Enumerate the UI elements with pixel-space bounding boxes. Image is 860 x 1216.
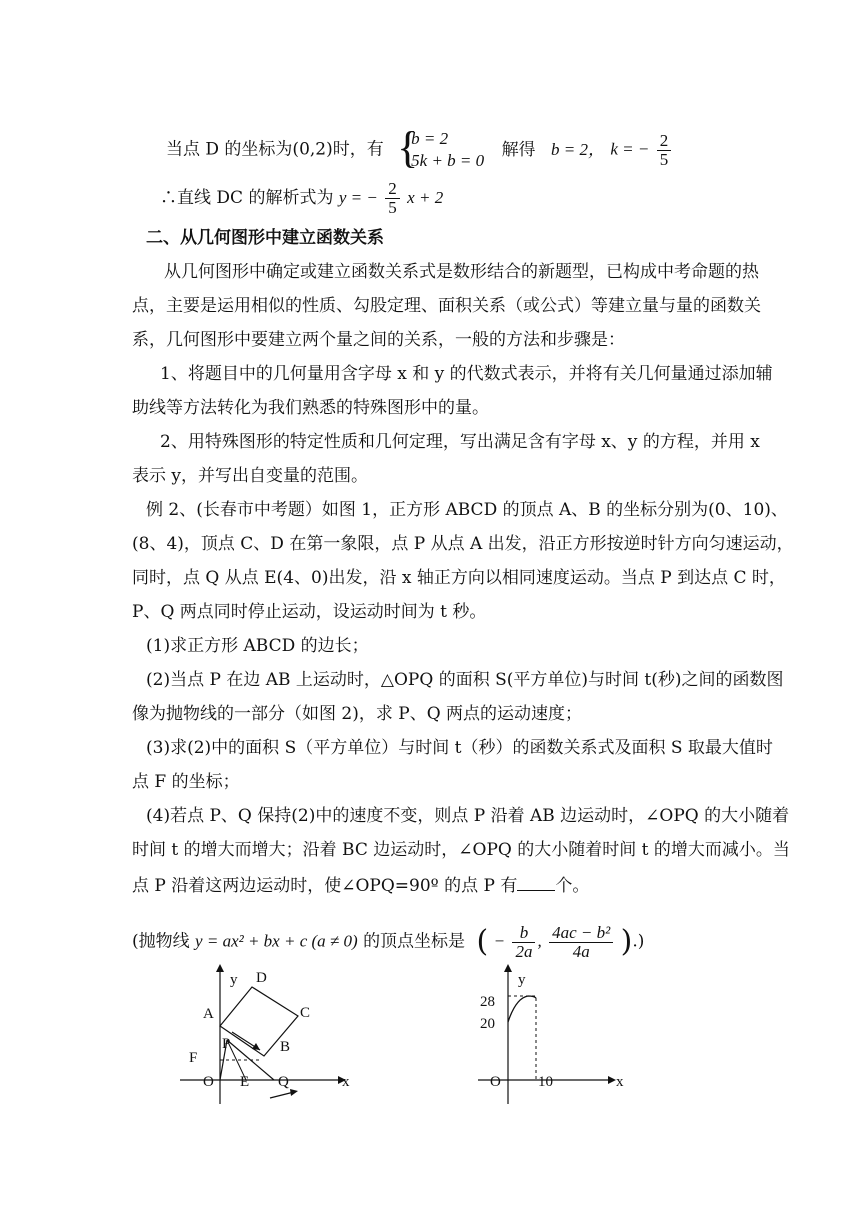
question-2-line-1: (2)当点 P 在边 AB 上运动时，△OPQ 的面积 S(平方单位)与时间 t(秒)之间的函数图 <box>146 670 784 690</box>
fig1-label-a: A <box>203 1006 214 1022</box>
question-4-line-3 <box>132 874 589 896</box>
fig1-label-e: E <box>240 1074 250 1090</box>
question-4-line-3-tail: 个。 <box>555 876 590 896</box>
answer-blank <box>517 874 555 891</box>
vertex-note <box>132 922 644 962</box>
vertex-x-fraction <box>512 924 535 961</box>
b-result: b = 2， <box>550 139 605 159</box>
question-4-line-2: 时间 t 的增大而增大；沿着 BC 边运动时，∠OPQ 的大小随着时间 t 的增大而减小。当 <box>132 840 790 860</box>
fig2-label-o: O <box>490 1074 501 1090</box>
motion-arrow-q <box>270 1092 294 1098</box>
fig1-label-q: Q <box>278 1074 289 1090</box>
fig1-label-c: C <box>300 1005 311 1021</box>
figure-1-diagram <box>170 962 370 1112</box>
k-numerator: 2 <box>657 132 672 151</box>
example-line-3: 同时，点 Q 从点 E(4、0)出发，沿 x 轴正方向以相同速度运动。当点 P 到达点 C 时， <box>132 568 786 588</box>
step2-line-1: 2、用特殊图形的特定性质和几何定理，写出满足含有字母 x、y 的方程，并用 x <box>160 432 760 452</box>
question-4-line-3-text: 点 P 沿着这两边运动时，使∠OPQ=90º 的点 P 有 <box>132 876 518 896</box>
fig2-label-x: x <box>616 1074 624 1090</box>
question-1: (1)求正方形 ABCD 的边长； <box>146 636 369 656</box>
vertex-x-denominator: 2a <box>515 941 533 961</box>
line2-rhs: x + 2 <box>407 188 444 207</box>
line2-prefix: ∴直线 DC 的解析式为 <box>160 188 334 208</box>
line1-prefix: 当点 D 的坐标为(0,2)时，有 <box>166 139 384 160</box>
k-denominator: 5 <box>659 149 669 169</box>
fig2-y-arrow-icon <box>504 964 512 972</box>
equation-line-1 <box>166 123 673 172</box>
question-3-line-2: 点 F 的坐标； <box>132 772 240 792</box>
example-line-1: 例 2、(长春市中考题）如图 1，正方形 ABCD 的顶点 A、B 的坐标分别为(0、10)、 <box>146 500 788 520</box>
fig1-label-y: y <box>230 972 238 988</box>
motion-arrow-p-head-icon <box>252 1043 260 1050</box>
fig1-label-d: D <box>256 970 267 986</box>
step1-line-2: 助线等方法转化为我们熟悉的特殊图形中的量。 <box>132 398 489 418</box>
fig1-label-x: x <box>342 1074 350 1090</box>
parabola-formula: y = ax² + bx + c (a ≠ 0) <box>195 931 358 951</box>
motion-arrow-q-head-icon <box>290 1089 298 1096</box>
vertex-y-fraction <box>549 924 613 961</box>
parabola-arc <box>508 996 536 1022</box>
vertex-y-numerator: 4ac − b² <box>549 924 613 943</box>
fig1-label-b: B <box>280 1039 291 1055</box>
vertex-comma: , <box>537 931 542 951</box>
vertex-prefix: (抛物线 <box>132 931 190 952</box>
section-title: 二、从几何图形中建立函数关系 <box>146 228 384 248</box>
equation-row-2: 5k + b = 0 <box>411 151 485 170</box>
fig1-y-arrow-icon <box>216 964 224 972</box>
vertex-x-minus: − <box>493 931 506 951</box>
fig2-label-y: y <box>518 972 526 988</box>
vertex-close-paren: ) <box>620 924 633 959</box>
para1-line-1: 从几何图形中确定或建立函数关系式是数形结合的新题型，已构成中考命题的热 <box>164 262 759 282</box>
line2-fraction <box>385 180 400 217</box>
vertex-coordinates: ( <box>476 924 489 959</box>
fig1-label-f: F <box>189 1050 198 1066</box>
k-fraction <box>657 132 672 169</box>
question-2-line-2: 像为抛物线的一部分（如图 2)，求 P、Q 两点的运动速度； <box>132 704 583 724</box>
vertex-suffix: .) <box>632 931 645 952</box>
fig1-label-o: O <box>203 1074 214 1090</box>
fig2-tick-28: 28 <box>480 994 495 1010</box>
figure-2-graph <box>472 962 642 1112</box>
example-line-2: (8、4)，顶点 C、D 在第一象限，点 P 从点 A 出发，沿正方形按逆时针方向匀速运动， <box>132 534 794 554</box>
equation-line-2 <box>160 180 443 217</box>
fig1-label-p: P <box>222 1036 231 1052</box>
para1-line-3: 系，几何图形中要建立两个量之间的关系，一般的方法和步骤是： <box>132 330 625 350</box>
solve-label: 解得 <box>501 139 536 160</box>
question-4-line-1: (4)若点 P、Q 保持(2)中的速度不变，则点 P 沿着 AB 边运动时，∠OPQ 的大小随着 <box>146 806 790 826</box>
k-lhs: k = − <box>610 139 650 159</box>
example-line-4: P、Q 两点同时停止运动，设运动时间为 t 秒。 <box>132 602 487 622</box>
equation-row-1: b = 2 <box>411 129 449 148</box>
vertex-mid: 的顶点坐标是 <box>363 931 466 952</box>
vertex-y-denominator: 4a <box>572 941 590 961</box>
line2-numerator: 2 <box>385 180 400 199</box>
equation-system <box>397 123 485 172</box>
para1-line-2: 点，主要是运用相似的性质、勾股定理、面积关系（或公式）等建立量与量的函数关 <box>132 296 761 316</box>
fig2-x-arrow-icon <box>608 1076 616 1084</box>
fig2-tick-10: 10 <box>538 1074 553 1090</box>
step1-line-1: 1、将题目中的几何量用含字母 x 和 y 的代数式表示，并将有关几何量通过添加辅 <box>160 364 773 384</box>
line2-lhs: y = − <box>338 188 378 207</box>
line2-denominator: 5 <box>388 198 397 217</box>
vertex-x-numerator: b <box>512 924 535 943</box>
brace-icon: { <box>397 123 419 172</box>
question-3-line-1: (3)求(2)中的面积 S（平方单位）与时间 t（秒）的函数关系式及面积 S 取最大值时 <box>146 738 773 758</box>
step2-line-2: 表示 y，并写出自变量的范围。 <box>132 466 369 486</box>
fig2-tick-20: 20 <box>480 1016 495 1032</box>
